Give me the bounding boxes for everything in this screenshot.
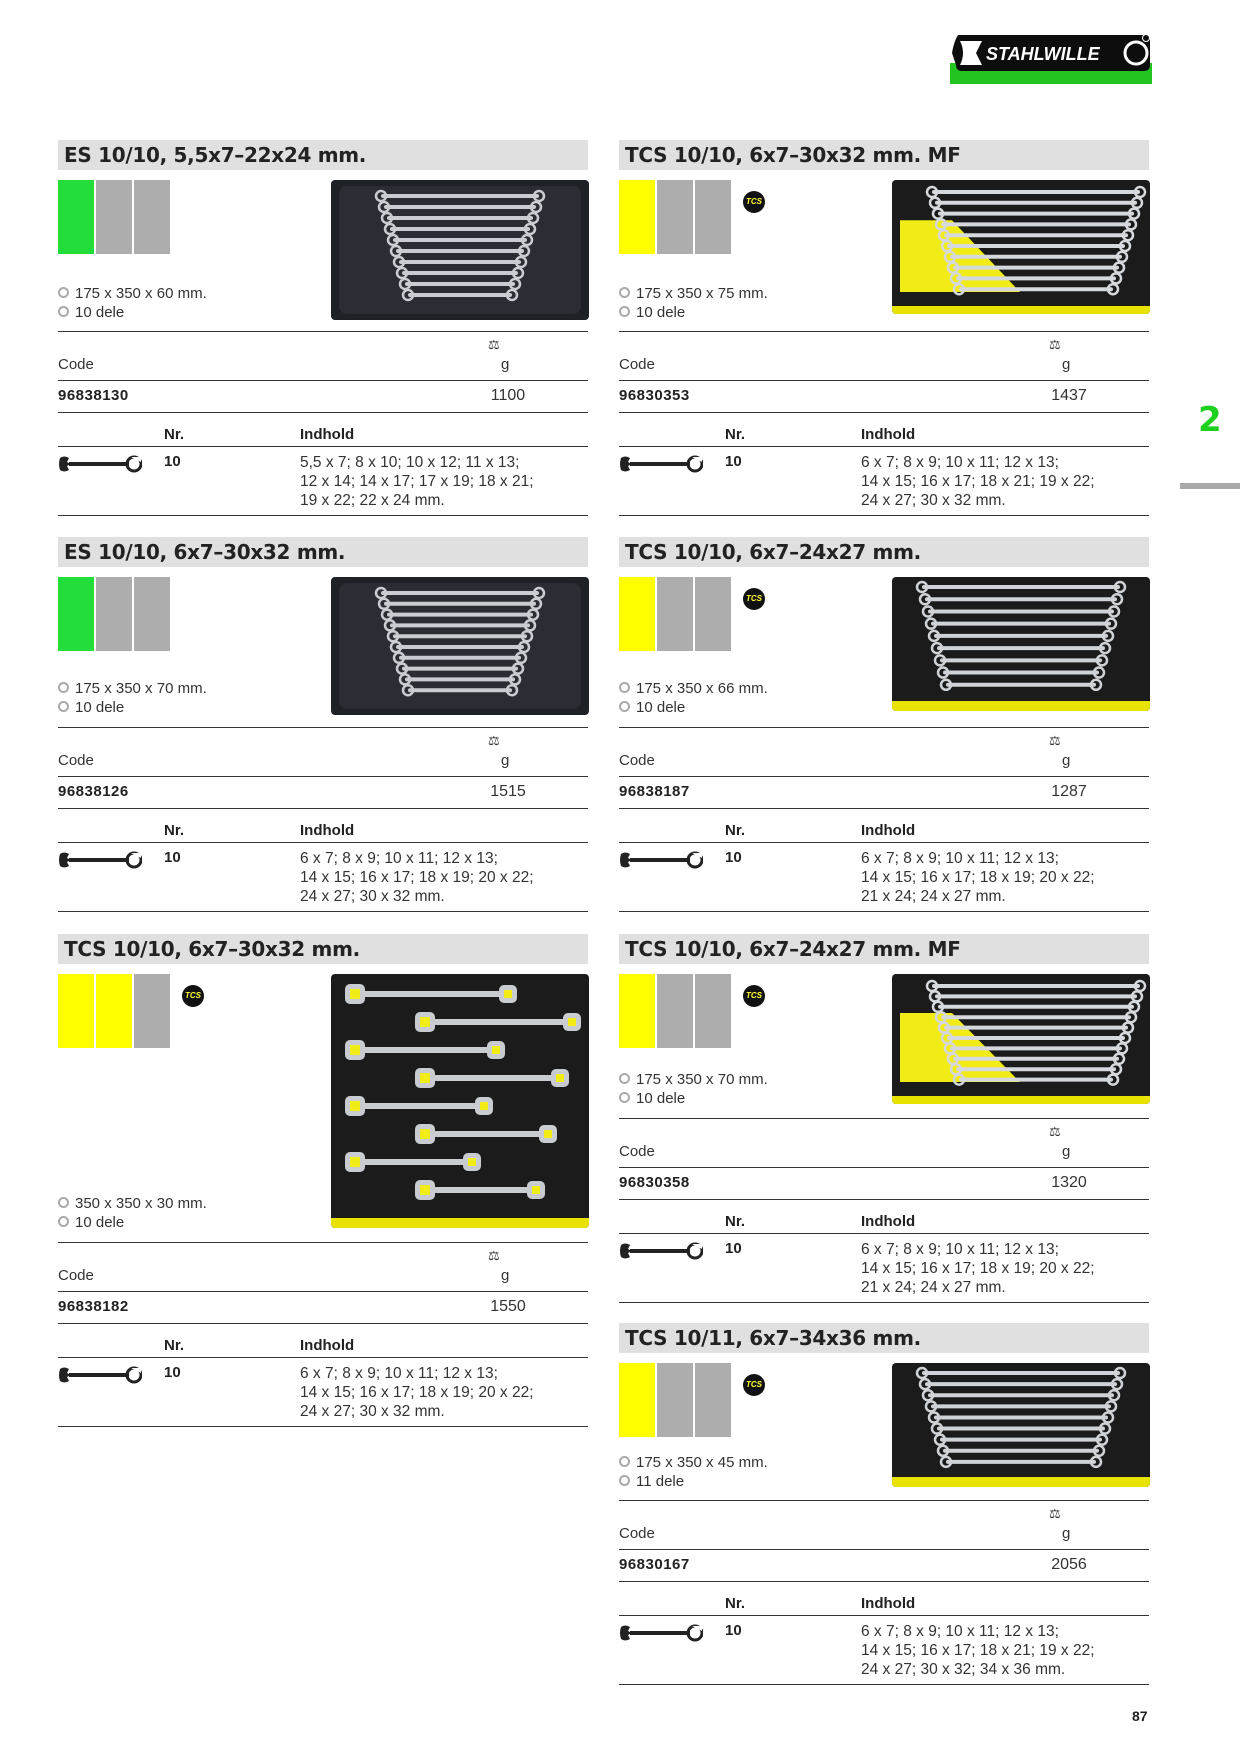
contents-text: 5,5 x 7; 8 x 10; 10 x 12; 11 x 13; 12 x 14; 14 x 17; 17 x 19; 18 x 21; 19 x 22; 22 x 24 mm.	[300, 454, 534, 509]
spec-parts: 10 dele	[619, 303, 768, 322]
tcs-badge-icon: TCS	[743, 985, 765, 1007]
nr-value: 10	[725, 849, 742, 866]
wrench-icon	[619, 1623, 703, 1648]
spec-dimensions: 175 x 350 x 70 mm.	[58, 679, 207, 698]
product-photo	[892, 180, 1150, 314]
product-code: 96838126	[58, 783, 129, 800]
indhold-header: Indhold	[861, 1213, 916, 1230]
weight-scale-icon: ⚖	[1049, 1124, 1061, 1139]
nr-header: Nr.	[164, 1337, 185, 1354]
wrench-icon	[619, 850, 703, 875]
spec-dimensions: 175 x 350 x 60 mm.	[58, 284, 207, 303]
nr-header: Nr.	[725, 426, 746, 443]
nr-header: Nr.	[164, 426, 185, 443]
product-weight: 1515	[490, 783, 526, 800]
color-swatches	[619, 974, 733, 1048]
weight-scale-icon: ⚖	[1049, 1506, 1061, 1521]
gram-label: g	[1062, 752, 1071, 769]
code-label: Code	[619, 752, 655, 769]
spec-parts: 10 dele	[619, 1089, 768, 1108]
tcs-badge-icon: TCS	[743, 588, 765, 610]
chapter-marker	[1180, 483, 1240, 489]
product-title: ES 10/10, 5,5x7–22x24 mm.	[58, 140, 588, 170]
product-code: 96830358	[619, 1174, 690, 1191]
product-photo	[892, 577, 1150, 711]
tcs-badge-icon: TCS	[182, 985, 204, 1007]
spec-parts: 10 dele	[619, 698, 768, 717]
product-specs	[58, 1194, 207, 1232]
product-photo	[892, 1363, 1150, 1487]
product-title: TCS 10/11, 6x7–34x36 mm.	[619, 1323, 1149, 1353]
nr-value: 10	[164, 453, 181, 470]
contents-text: 6 x 7; 8 x 9; 10 x 11; 12 x 13; 14 x 15; 16 x 17; 18 x 21; 19 x 22; 24 x 27; 30 x 32; 34 x 36 mm.	[861, 1623, 1095, 1678]
color-swatches	[58, 180, 172, 254]
product-block	[619, 140, 1149, 518]
product-title: TCS 10/10, 6x7–24x27 mm. MF	[619, 934, 1149, 964]
weight-scale-icon: ⚖	[488, 733, 500, 748]
nr-value: 10	[725, 453, 742, 470]
color-swatches	[619, 180, 733, 254]
nr-value: 10	[164, 1364, 181, 1381]
spec-dimensions: 350 x 350 x 30 mm.	[58, 1194, 207, 1213]
product-specs	[58, 679, 207, 717]
product-photo	[331, 974, 589, 1228]
wrench-icon	[58, 1365, 142, 1390]
code-label: Code	[619, 1525, 655, 1542]
gram-label: g	[501, 356, 510, 373]
brand-text: STAHLWILLE	[986, 44, 1100, 64]
spec-parts: 11 dele	[619, 1472, 768, 1491]
nr-header: Nr.	[725, 1595, 746, 1612]
contents-text: 6 x 7; 8 x 9; 10 x 11; 12 x 13; 14 x 15; 16 x 17; 18 x 21; 19 x 22; 24 x 27; 30 x 32 mm.	[861, 454, 1095, 509]
color-swatches	[58, 974, 172, 1048]
weight-scale-icon: ⚖	[488, 1248, 500, 1263]
nr-header: Nr.	[164, 822, 185, 839]
code-label: Code	[619, 1143, 655, 1160]
product-block	[58, 140, 588, 518]
code-label: Code	[58, 1267, 94, 1284]
indhold-header: Indhold	[861, 1595, 916, 1612]
product-specs	[58, 284, 207, 322]
nr-value: 10	[725, 1240, 742, 1257]
product-title: TCS 10/10, 6x7–24x27 mm.	[619, 537, 1149, 567]
product-code: 96830167	[619, 1556, 690, 1573]
gram-label: g	[1062, 1525, 1071, 1542]
spec-parts: 10 dele	[58, 1213, 207, 1232]
product-block	[58, 934, 588, 1428]
contents-text: 6 x 7; 8 x 9; 10 x 11; 12 x 13; 14 x 15; 16 x 17; 18 x 19; 20 x 22; 24 x 27; 30 x 32 mm.	[300, 850, 534, 905]
spec-dimensions: 175 x 350 x 75 mm.	[619, 284, 768, 303]
weight-scale-icon: ⚖	[1049, 337, 1061, 352]
product-specs	[619, 679, 768, 717]
product-weight: 1320	[1051, 1174, 1087, 1191]
product-block	[619, 1323, 1149, 1685]
product-specs	[619, 284, 768, 322]
contents-text: 6 x 7; 8 x 9; 10 x 11; 12 x 13; 14 x 15; 16 x 17; 18 x 19; 20 x 22; 21 x 24; 24 x 27 mm.	[861, 1241, 1095, 1296]
stahlwille-logo	[950, 33, 1152, 84]
wrench-icon	[58, 454, 142, 479]
gram-label: g	[501, 1267, 510, 1284]
product-title: TCS 10/10, 6x7–30x32 mm.	[58, 934, 588, 964]
weight-scale-icon: ⚖	[488, 337, 500, 352]
indhold-header: Indhold	[861, 822, 916, 839]
product-title: ES 10/10, 6x7–30x32 mm.	[58, 537, 588, 567]
indhold-header: Indhold	[861, 426, 916, 443]
nr-value: 10	[725, 1622, 742, 1639]
spec-dimensions: 175 x 350 x 70 mm.	[619, 1070, 768, 1089]
chapter-number: 2	[1198, 400, 1222, 440]
weight-scale-icon: ⚖	[1049, 733, 1061, 748]
gram-label: g	[1062, 356, 1071, 373]
product-photo	[892, 974, 1150, 1104]
wrench-icon	[58, 850, 142, 875]
color-swatches	[58, 577, 172, 651]
wrench-icon	[619, 1241, 703, 1266]
product-code: 96838130	[58, 387, 129, 404]
product-photo	[331, 577, 589, 715]
product-block	[58, 537, 588, 915]
wrench-icon	[619, 454, 703, 479]
product-weight: 1550	[490, 1298, 526, 1315]
color-swatches	[619, 577, 733, 651]
tcs-badge-icon: TCS	[743, 1374, 765, 1396]
product-code: 96838182	[58, 1298, 129, 1315]
gram-label: g	[501, 752, 510, 769]
code-label: Code	[619, 356, 655, 373]
page-number: 87	[1132, 1708, 1148, 1724]
nr-header: Nr.	[725, 1213, 746, 1230]
spec-dimensions: 175 x 350 x 45 mm.	[619, 1453, 768, 1472]
nr-header: Nr.	[725, 822, 746, 839]
product-specs	[619, 1453, 768, 1491]
tcs-badge-icon: TCS	[743, 191, 765, 213]
spec-parts: 10 dele	[58, 303, 207, 322]
product-specs	[619, 1070, 768, 1108]
product-weight: 2056	[1051, 1556, 1087, 1573]
product-block	[619, 934, 1149, 1304]
indhold-header: Indhold	[300, 822, 355, 839]
product-code: 96838187	[619, 783, 690, 800]
nr-value: 10	[164, 849, 181, 866]
product-photo	[331, 180, 589, 320]
spec-dimensions: 175 x 350 x 66 mm.	[619, 679, 768, 698]
code-label: Code	[58, 752, 94, 769]
product-weight: 1287	[1051, 783, 1087, 800]
product-block	[619, 537, 1149, 915]
gram-label: g	[1062, 1143, 1071, 1160]
product-title: TCS 10/10, 6x7–30x32 mm. MF	[619, 140, 1149, 170]
indhold-header: Indhold	[300, 426, 355, 443]
contents-text: 6 x 7; 8 x 9; 10 x 11; 12 x 13; 14 x 15; 16 x 17; 18 x 19; 20 x 22; 21 x 24; 24 x 27 mm.	[861, 850, 1095, 905]
color-swatches	[619, 1363, 733, 1437]
product-weight: 1437	[1051, 387, 1087, 404]
contents-text: 6 x 7; 8 x 9; 10 x 11; 12 x 13; 14 x 15; 16 x 17; 18 x 19; 20 x 22; 24 x 27; 30 x 32 mm.	[300, 1365, 534, 1420]
product-weight: 1100	[490, 387, 526, 404]
product-code: 96830353	[619, 387, 690, 404]
code-label: Code	[58, 356, 94, 373]
spec-parts: 10 dele	[58, 698, 207, 717]
indhold-header: Indhold	[300, 1337, 355, 1354]
